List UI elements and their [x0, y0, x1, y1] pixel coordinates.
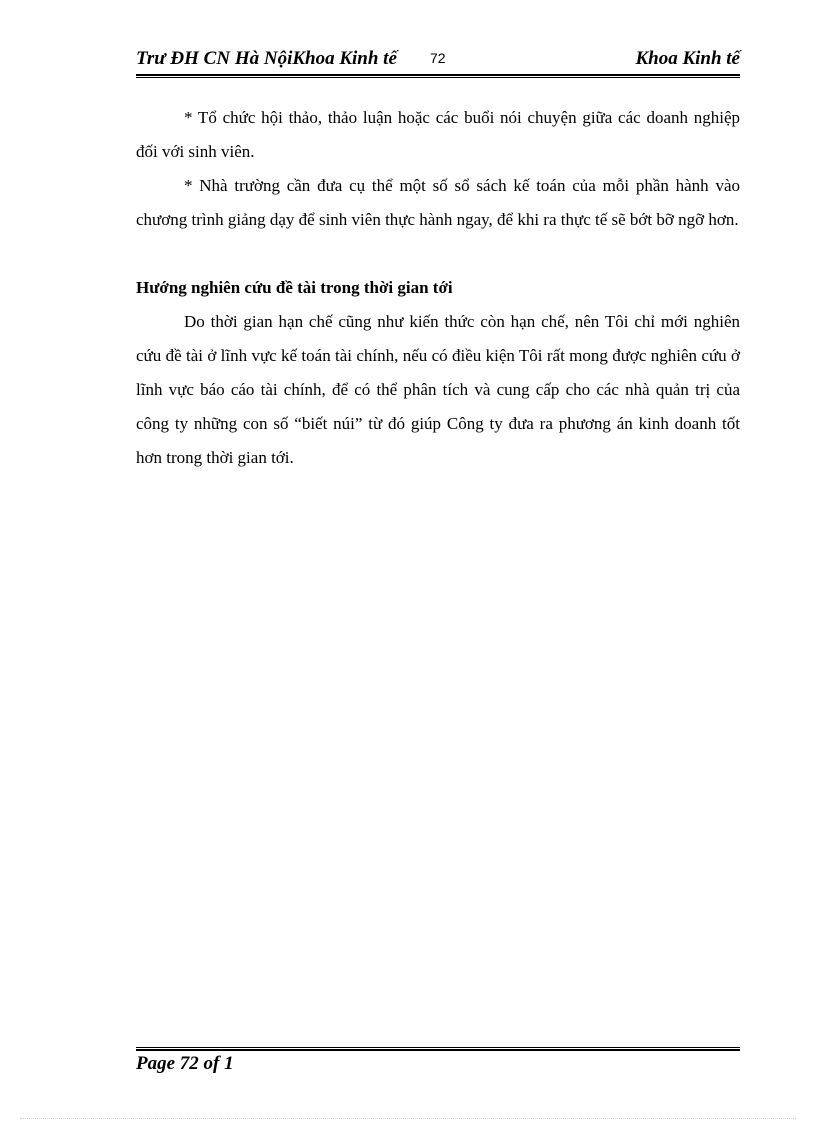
section-heading: Hướng nghiên cứu đề tài trong thời gian tới: [136, 278, 453, 297]
paragraph-seminar: * Tổ chức hội thảo, thảo luận hoặc các buổi nói chuyện giữa các doanh nghiệp đối với sinh viên.: [136, 108, 740, 161]
header-department: Khoa Kinh tế: [635, 48, 740, 69]
paragraph-curriculum: * Nhà trường cần đưa cụ thể một số sổ sách kế toán của mỗi phần hành vào chương trình giảng dạy để sinh viên thực hành ngay, để khi ra thực tế sẽ bớt bỡ ngỡ hơn.: [136, 176, 740, 229]
page-bottom-edge: [20, 1118, 796, 1119]
header-page-number: 72: [430, 50, 446, 66]
page-content: [136, 101, 740, 475]
page-footer: Page 72 of 1: [136, 1053, 234, 1074]
paragraph-research-direction: Do thời gian hạn chế cũng như kiến thức còn hạn chế, nên Tôi chỉ mới nghiên cứu đề tài ở lĩnh vực kế toán tài chính, nếu có điều kiện Tôi rất mong được nghiên cứu ở lĩnh vực báo cáo tài chính, để có thể phân tích và cung cấp cho các nhà quản trị của công ty những con số “biết núi” từ đó giúp Công ty đưa ra phương án kinh doanh tốt hơn trong thời gian tới.: [136, 312, 740, 467]
page-header: [136, 46, 740, 76]
footer-divider: [136, 1047, 740, 1051]
header-school-name: Trư ĐH CN Hà NộiKhoa Kinh tế: [136, 48, 397, 69]
header-divider: [136, 74, 740, 78]
